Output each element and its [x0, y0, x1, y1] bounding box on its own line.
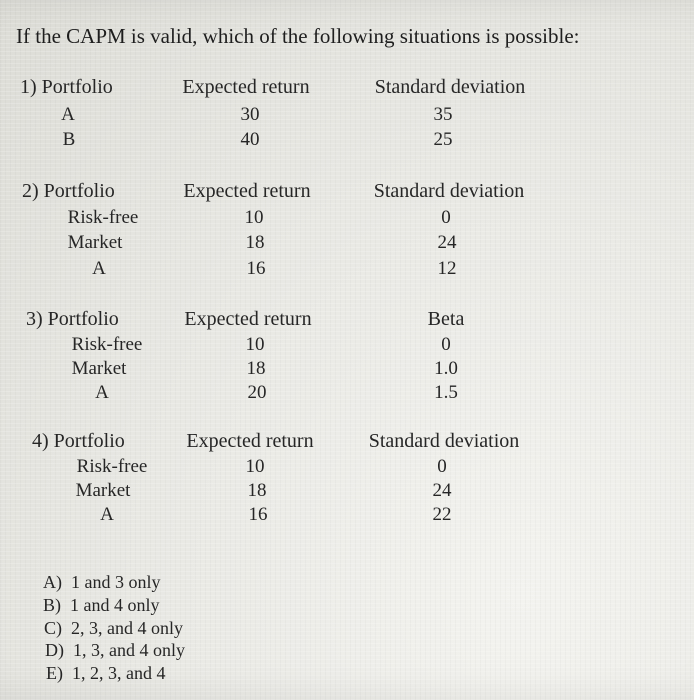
situation-4-row-name: Market: [75, 480, 131, 501]
choice-text: 1 and 4 only: [70, 595, 160, 615]
choice-d[interactable]: [45, 640, 185, 661]
situation-4-row-return: 18: [247, 480, 267, 501]
question-text: If the CAPM is valid, which of the following situations is possible:: [16, 24, 580, 48]
situation-2-row-risk: 12: [437, 258, 457, 279]
choice-letter: A): [43, 572, 62, 592]
situation-2-label: 2) Portfolio: [22, 180, 115, 202]
situation-3-row-return: 10: [245, 334, 265, 355]
situation-2-return-header: Expected return: [183, 180, 311, 202]
situation-1-row-return: 40: [240, 129, 260, 150]
situation-4-row-risk: 24: [432, 480, 452, 501]
choice-e[interactable]: [46, 663, 166, 684]
situation-3-row-beta: 0: [441, 334, 451, 355]
choice-letter: C): [44, 618, 62, 638]
situation-3-row-return: 20: [247, 382, 267, 403]
situation-2-row-risk: 0: [441, 207, 451, 228]
situation-3-row-name: Risk-free: [71, 334, 143, 355]
situation-1-risk-header: Standard deviation: [374, 76, 526, 98]
situation-1-row-risk: 35: [433, 104, 453, 125]
choice-letter: B): [43, 595, 61, 615]
situation-1-row-risk: 25: [433, 129, 453, 150]
situation-2-row-return: 16: [246, 258, 266, 279]
situation-4-row-name: Risk-free: [76, 456, 148, 477]
choice-text: 1, 3, and 4 only: [73, 640, 185, 660]
situation-3-row-beta: 1.0: [434, 358, 458, 379]
choice-c[interactable]: [44, 618, 183, 639]
choice-text: 2, 3, and 4 only: [71, 618, 183, 638]
situation-2-row-risk: 24: [437, 232, 457, 253]
situation-3-beta-header: Beta: [427, 308, 465, 330]
situation-3-row-beta: 1.5: [434, 382, 458, 403]
situation-4-row-return: 10: [245, 456, 265, 477]
situation-4-row-return: 16: [248, 504, 268, 525]
situation-4-row-risk: 22: [432, 504, 452, 525]
situation-2-row-return: 10: [244, 207, 264, 228]
situation-4-return-header: Expected return: [186, 430, 314, 452]
choice-text: 1, 2, 3, and 4: [72, 663, 166, 683]
choice-letter: D): [45, 640, 64, 660]
situation-3-row-name: Market: [71, 358, 127, 379]
choice-b[interactable]: [43, 595, 160, 616]
situation-3-return-header: Expected return: [184, 308, 312, 330]
situation-3-label: 3) Portfolio: [26, 308, 119, 330]
situation-2-row-name: A: [92, 258, 106, 279]
choice-letter: E): [46, 663, 63, 683]
situation-1-row-name: A: [61, 104, 75, 125]
situation-4-row-risk: 0: [437, 456, 447, 477]
situation-3-row-name: A: [95, 382, 109, 403]
choice-text: 1 and 3 only: [71, 572, 161, 592]
situation-1-label: 1) Portfolio: [20, 76, 113, 98]
situation-4-row-name: A: [100, 504, 114, 525]
situation-1-row-return: 30: [240, 104, 260, 125]
situation-1-row-name: B: [62, 129, 76, 150]
situation-4-label: 4) Portfolio: [32, 430, 125, 452]
situation-3-row-return: 18: [246, 358, 266, 379]
situation-4-risk-header: Standard deviation: [368, 430, 520, 452]
situation-2-row-name: Risk-free: [67, 207, 139, 228]
situation-2-risk-header: Standard deviation: [373, 180, 525, 202]
choice-a[interactable]: [43, 572, 161, 593]
situation-2-row-return: 18: [245, 232, 265, 253]
situation-1-return-header: Expected return: [182, 76, 310, 98]
situation-2-row-name: Market: [67, 232, 123, 253]
